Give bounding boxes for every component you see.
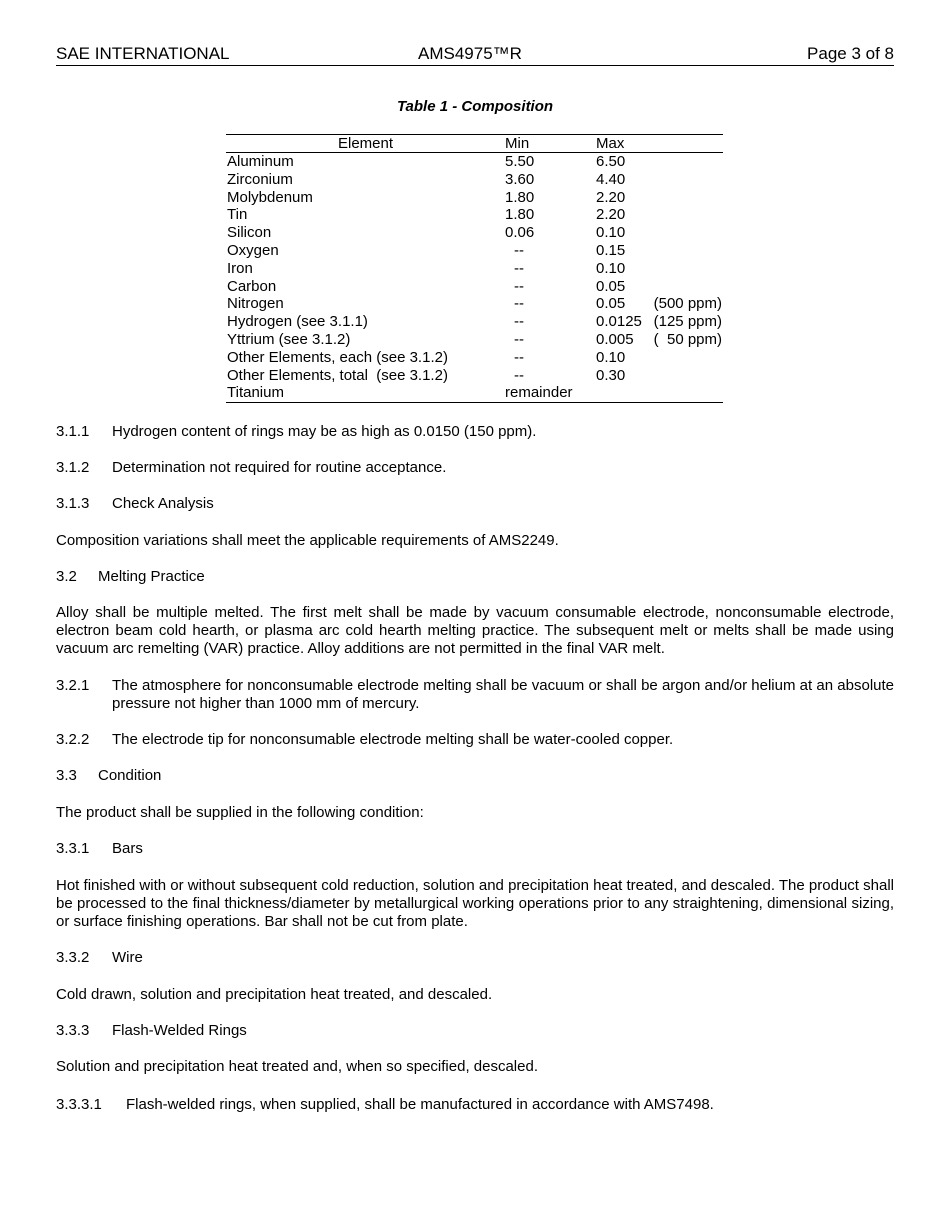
section-number: 3.1.1	[56, 423, 90, 440]
element-cell: Titanium	[227, 384, 284, 402]
table-row	[226, 331, 723, 349]
ppm-note-cell: ( 50 ppm)	[653, 330, 722, 348]
section-heading: Condition	[98, 767, 162, 784]
max-cell: 0.0125	[596, 313, 642, 331]
max-cell: 0.05	[596, 295, 626, 313]
min-cell: --	[514, 277, 524, 295]
paragraph: Cold drawn, solution and precipitation heat treated, and descaled.	[56, 986, 493, 1003]
paragraph: Solution and precipitation heat treated and, when so specified, descaled.	[56, 1058, 538, 1075]
table-row	[226, 171, 723, 189]
min-cell: --	[514, 295, 524, 313]
section-text: Determination not required for routine acceptance.	[112, 459, 447, 476]
section-number: 3.2.2	[56, 731, 90, 748]
min-cell: remainder	[505, 384, 573, 402]
min-cell: --	[514, 348, 524, 366]
element-cell: Zirconium	[227, 170, 293, 188]
element-cell: Iron	[227, 259, 253, 277]
section-heading: Wire	[112, 949, 143, 966]
section-text: Hydrogen content of rings may be as high as 0.0150 (150 ppm).	[112, 423, 537, 440]
table-row	[226, 295, 723, 313]
section-number: 3.3	[56, 767, 77, 784]
min-cell: 0.06	[505, 224, 535, 242]
table-row	[226, 349, 723, 367]
section-text: The atmosphere for nonconsumable electrode melting shall be vacuum or shall be argon and/or helium at an absolute pressure not higher than 1000 mm of mercury.	[112, 677, 894, 712]
element-cell: Other Elements, total (see 3.1.2)	[227, 366, 448, 384]
min-cell: 3.60	[505, 170, 535, 188]
section-number: 3.2	[56, 568, 77, 585]
header-page-number: Page 3 of 8	[807, 44, 894, 63]
paragraph: The product shall be supplied in the following condition:	[56, 804, 424, 821]
max-cell: 2.20	[596, 188, 626, 206]
table-row	[226, 189, 723, 207]
section-number: 3.3.2	[56, 949, 90, 966]
section-heading: Bars	[112, 840, 143, 857]
section-number: 3.3.3	[56, 1022, 90, 1039]
element-cell: Tin	[227, 206, 248, 224]
header-element: Element	[337, 135, 394, 152]
max-cell: 6.50	[596, 153, 626, 170]
max-cell: 4.40	[596, 170, 626, 188]
section-number: 3.3.3.1	[56, 1096, 102, 1113]
section-heading: Melting Practice	[98, 568, 205, 585]
table-row	[226, 367, 723, 385]
table-row	[226, 260, 723, 278]
header-org: SAE INTERNATIONAL	[56, 44, 230, 63]
table-body	[226, 153, 723, 402]
section-text: Flash-welded rings, when supplied, shall be manufactured in accordance with AMS7498.	[126, 1096, 714, 1113]
min-cell: --	[514, 259, 524, 277]
max-cell: 0.10	[596, 259, 626, 277]
table-row	[226, 224, 723, 242]
min-cell: 5.50	[505, 153, 535, 170]
max-cell: 0.30	[596, 366, 626, 384]
min-cell: --	[514, 313, 524, 331]
section-number: 3.2.1	[56, 677, 90, 694]
table-row	[226, 206, 723, 224]
page-header	[56, 44, 894, 66]
max-cell: 0.10	[596, 348, 626, 366]
section-heading: Check Analysis	[112, 495, 214, 512]
element-cell: Carbon	[227, 277, 277, 295]
header-min: Min	[505, 135, 530, 152]
max-cell: 0.10	[596, 224, 626, 242]
element-cell: Yttrium (see 3.1.2)	[227, 330, 351, 348]
max-cell: 2.20	[596, 206, 626, 224]
min-cell: --	[514, 330, 524, 348]
header-doc-number: AMS4975™R	[418, 44, 522, 63]
paragraph: Alloy shall be multiple melted. The first melt shall be made by vacuum consumable electrode, nonconsumable electrode, electron beam cold hearth, or plasma arc cold hearth melting practice. The subsequent melt or melts shall be made using vacuum arc remelting (VAR) practice. Alloy additions are not permitted in the final VAR melt.	[56, 604, 894, 657]
element-cell: Molybdenum	[227, 188, 313, 206]
table-row	[226, 242, 723, 260]
max-cell: 0.15	[596, 241, 626, 259]
table-row	[226, 313, 723, 331]
section-heading: Flash-Welded Rings	[112, 1022, 247, 1039]
table-caption: Table 1 - Composition	[396, 98, 554, 115]
min-cell: 1.80	[505, 188, 535, 206]
table-row	[226, 278, 723, 296]
composition-table	[226, 134, 723, 403]
ppm-note-cell: (125 ppm)	[653, 313, 722, 331]
element-cell: Hydrogen (see 3.1.1)	[227, 313, 368, 331]
header-max: Max	[596, 135, 625, 152]
element-cell: Other Elements, each (see 3.1.2)	[227, 348, 448, 366]
section-number: 3.1.3	[56, 495, 90, 512]
section-number: 3.1.2	[56, 459, 90, 476]
element-cell: Silicon	[227, 224, 272, 242]
table-header-row	[226, 135, 723, 153]
element-cell: Oxygen	[227, 241, 279, 259]
ppm-note-cell: (500 ppm)	[653, 295, 722, 313]
paragraph: Hot finished with or without subsequent cold reduction, solution and precipitation heat treated, and descaled. The product shall be processed to the final thickness/diameter by metallurgical working operations prior to any straightening, dimensional sizing, or surface finishing operations. Bar shall not be cut from plate.	[56, 877, 894, 930]
section-text: The electrode tip for nonconsumable electrode melting shall be water-cooled copper.	[112, 731, 674, 748]
max-cell: 0.005	[596, 330, 634, 348]
table-row	[226, 153, 723, 171]
min-cell: --	[514, 241, 524, 259]
section-number: 3.3.1	[56, 840, 90, 857]
min-cell: 1.80	[505, 206, 535, 224]
paragraph: Composition variations shall meet the applicable requirements of AMS2249.	[56, 532, 559, 549]
max-cell: 0.05	[596, 277, 626, 295]
element-cell: Aluminum	[227, 153, 294, 170]
min-cell: --	[514, 366, 524, 384]
table-row	[226, 384, 723, 402]
element-cell: Nitrogen	[227, 295, 284, 313]
